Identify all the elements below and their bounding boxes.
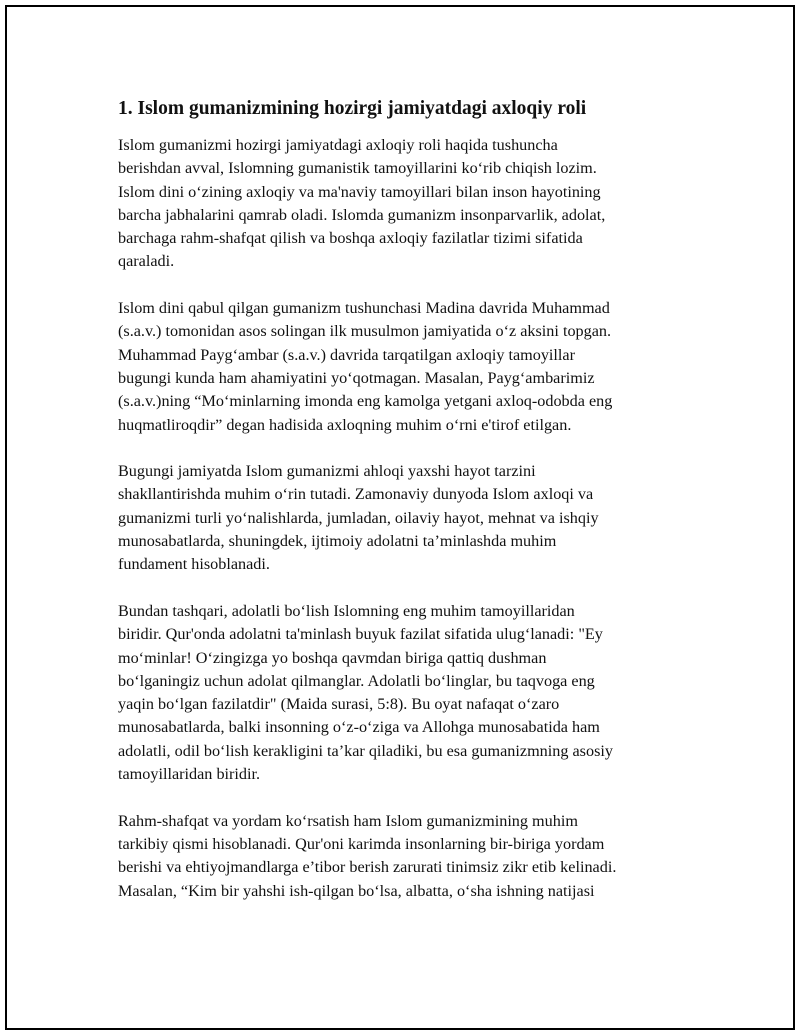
text-line: Bundan tashqari, adolatli bo‘lish Islomning eng muhim tamoyillaridan: [118, 601, 575, 620]
text-line: Masalan, “Kim bir yahshi ish-qilgan bo‘lsa, albatta, o‘sha ishning natijasi: [118, 881, 595, 900]
text-line: barchaga rahm-shafqat qilish va boshqa axloqiy fazilatlar tizimi sifatida: [118, 229, 583, 248]
text-line: tamoyillaridan biridir.: [118, 765, 261, 784]
text-line: huqmatliroqdir” degan hadisida axloqning muhim o‘rni e'tirof etilgan.: [118, 415, 572, 434]
paragraph-5: [118, 810, 698, 903]
text-line: qaraladi.: [118, 252, 175, 271]
text-line: bo‘lganingiz uchun adolat qilmanglar. Adolatli bo‘linglar, bu taqvoga eng: [118, 671, 595, 690]
text-line: yaqin bo‘lgan fazilatdir" (Maida surasi, 5:8). Bu oyat nafaqat o‘zaro: [118, 695, 560, 714]
text-line: bugungi kunda ham ahamiyatini yo‘qotmagan. Masalan, Payg‘ambarimiz: [118, 368, 595, 387]
document-content: [118, 97, 698, 926]
text-line: Islom gumanizmi hozirgi jamiyatdagi axloqiy roli haqida tushuncha: [118, 136, 558, 154]
text-line: Bugungi jamiyatda Islom gumanizmi ahloqi yaxshi hayot tarzini: [118, 462, 536, 481]
text-line: berishi va ehtiyojmandlarga e’tibor berish zarurati tinimsiz zikr etib kelinadi.: [118, 858, 617, 877]
document-page: [5, 5, 795, 1030]
paragraph-4: [118, 600, 698, 786]
text-line: munosabatlarda, balki insonning o‘z-o‘ziga va Allohga munosabatida ham: [118, 718, 600, 737]
section-heading: 1. Islom gumanizmining hozirgi jamiyatdagi axloqiy roli: [118, 98, 587, 119]
text-line: Rahm-shafqat va yordam ko‘rsatish ham Islom gumanizmining muhim: [118, 811, 578, 830]
text-line: adolatli, odil bo‘lish kerakligini ta’kar qiladiki, bu esa gumanizmning asosiy: [118, 741, 613, 760]
text-line: Islom dini qabul qilgan gumanizm tushunchasi Madina davrida Muhammad: [118, 299, 610, 318]
text-line: shakllantirishda muhim o‘rin tutadi. Zamonaviy dunyoda Islom axloqi va: [118, 485, 594, 504]
text-line: gumanizmi turli yo‘nalishlarda, jumladan, oilaviy hayot, mehnat va ishqiy: [118, 508, 599, 527]
paragraph-2: [118, 297, 698, 437]
text-line: berishdan avval, Islomning gumanistik tamoyillarini ko‘rib chiqish lozim.: [118, 159, 597, 178]
text-line: mo‘minlar! O‘zingizga yo boshqa qavmdan biriga qattiq dushman: [118, 648, 547, 667]
paragraph-3: [118, 460, 698, 576]
text-line: munosabatlarda, shuningdek, ijtimoiy adolatni ta’minlashda muhim: [118, 532, 557, 551]
text-line: Muhammad Payg‘ambar (s.a.v.) davrida tarqatilgan axloqiy tamoyillar: [118, 345, 576, 364]
text-line: biridir. Qur'onda adolatni ta'minlash buyuk fazilat sifatida ulug‘lanadi: "Ey: [118, 625, 603, 644]
text-line: (s.a.v.)ning “Mo‘minlarning imonda eng kamolga yetgani axloq-odobda eng: [118, 392, 613, 411]
text-line: Islom dini o‘zining axloqiy va ma'naviy tamoyillari bilan inson hayotining: [118, 182, 601, 201]
text-line: tarkibiy qismi hisoblanadi. Qur'oni karimda insonlarning bir-biriga yordam: [118, 834, 605, 853]
text-line: fundament hisoblanadi.: [118, 555, 270, 574]
paragraph-1: [118, 134, 698, 274]
text-line: (s.a.v.) tomonidan asos solingan ilk musulmon jamiyatida o‘z aksini topgan.: [118, 322, 612, 341]
text-line: barcha jabhalarini qamrab oladi. Islomda gumanizm insonparvarlik, adolat,: [118, 205, 606, 224]
